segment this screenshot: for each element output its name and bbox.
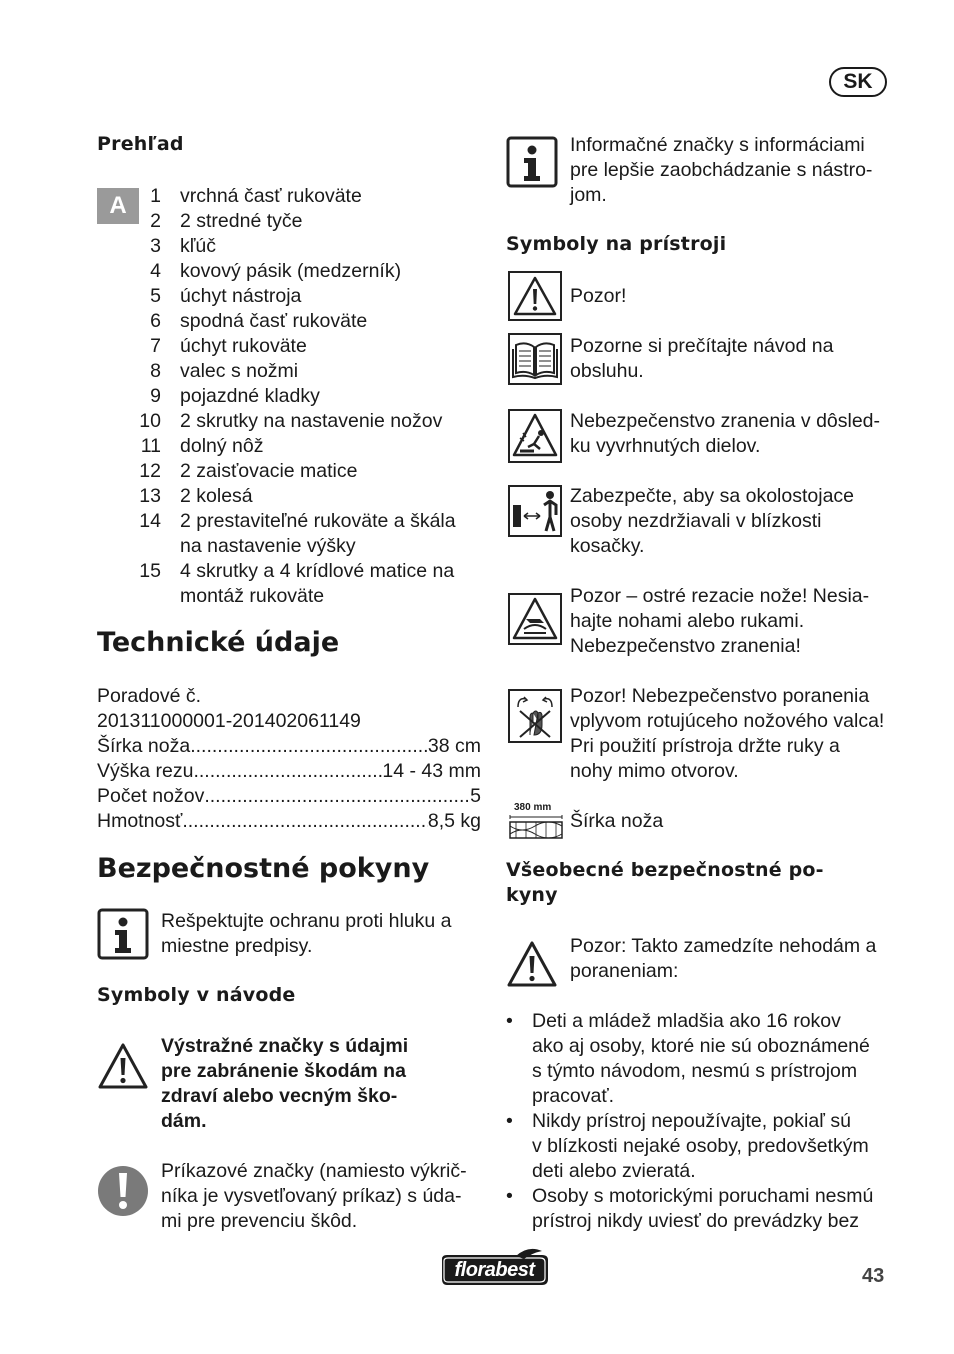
- warning-text-line: zdraví alebo vecným ško-: [161, 1085, 398, 1107]
- figure-badge: A: [97, 188, 139, 224]
- overview-item-text: 2 stredné tyče: [180, 210, 303, 232]
- manual-symbols-heading: Symboly v návode: [97, 984, 296, 1006]
- spec-leader: [190, 734, 428, 759]
- overview-item-text: kľúč: [180, 235, 217, 257]
- bullet-text-line: prístroj nikdy uviesť do prevádzky bez: [532, 1210, 860, 1232]
- spec-leader: [182, 809, 428, 834]
- info-icon: [97, 908, 149, 960]
- spec-row: [97, 809, 481, 834]
- overview-item-text: kovový pásik (medzerník): [180, 260, 402, 282]
- overview-item-text: vrchná časť rukoväte: [180, 185, 362, 207]
- overview-item-number: 9: [150, 385, 161, 407]
- symbol-text-line: Nebezpečenstvo zranenia v dôsled-: [570, 410, 881, 432]
- bullet-dot: •: [506, 1010, 513, 1032]
- overview-heading: Prehľad: [97, 133, 184, 155]
- serial-value: 201311000001-201402061149: [97, 710, 361, 732]
- symbol-text-line: Pozor – ostré rezacie nože! Nesia-: [570, 585, 870, 607]
- spec-leader: [193, 759, 382, 784]
- warning-triangle-icon: [97, 1042, 149, 1090]
- spec-row: [97, 734, 481, 759]
- symbol-text-line: osoby nezdržiavali v blízkosti: [570, 510, 822, 532]
- spec-row: [97, 759, 481, 784]
- symbol-text-line: Zabezpečte, aby sa okolostojace: [570, 485, 855, 507]
- command-icon: [97, 1165, 149, 1217]
- info-text-line: Informačné značky s informáciami: [570, 134, 865, 156]
- safety-info-line: miestne predpisy.: [161, 935, 313, 957]
- spec-label: Hmotnosť: [97, 810, 183, 832]
- warning-text-line: dám.: [161, 1110, 207, 1132]
- safety-info-line: Rešpektujte ochranu proti hluku a: [161, 910, 452, 932]
- bullet-text-line: deti alebo zvieratá.: [532, 1160, 696, 1182]
- serial-label: Poradové č.: [97, 685, 202, 707]
- bullet-dot: •: [506, 1110, 513, 1132]
- general-warning-line: Pozor: Takto zamedzíte nehodám a: [570, 935, 877, 957]
- overview-item-number: 5: [150, 285, 161, 307]
- info-icon: [506, 136, 558, 188]
- overview-item-text: pojazdné kladky: [180, 385, 320, 407]
- rotating-cylinder-icon: [508, 689, 562, 743]
- command-text-line: Príkazové značky (namiesto výkrič-: [161, 1160, 467, 1182]
- overview-item-number: 10: [139, 410, 161, 432]
- overview-item-number: 15: [139, 560, 161, 582]
- overview-item-number: 8: [150, 360, 161, 382]
- page-number: 43: [862, 1265, 885, 1287]
- overview-item-text: úchyt nástroja: [180, 285, 302, 307]
- thrown-objects-icon: [508, 409, 562, 463]
- symbol-text-line: hajte nohami alebo rukami.: [570, 610, 805, 632]
- bullet-text-line: Nikdy prístroj nepoužívajte, pokiaľ sú: [532, 1110, 851, 1132]
- symbol-text-line: vplyvom rotujúceho nožového valca!: [570, 710, 885, 732]
- overview-item-text: valec s nožmi: [180, 360, 299, 382]
- overview-item-text: spodná časť rukoväte: [180, 310, 368, 332]
- command-text-line: mi pre prevenciu škôd.: [161, 1210, 358, 1232]
- bullet-dot: •: [506, 1185, 513, 1207]
- symbol-text-line: Šírka noža: [570, 810, 664, 832]
- spec-row: [97, 784, 481, 809]
- overview-item-number: 7: [150, 335, 161, 357]
- symbol-text-line: Pozorne si prečítajte návod na: [570, 335, 834, 357]
- general-heading: Všeobecné bezpečnostné po-: [506, 859, 824, 881]
- overview-item-text: montáž rukoväte: [180, 585, 325, 607]
- overview-item-text: dolný nôž: [180, 435, 264, 457]
- symbol-text-line: kosačky.: [570, 535, 645, 557]
- overview-item-number: 11: [140, 435, 161, 457]
- overview-item-text: úchyt rukoväte: [180, 335, 307, 357]
- spec-label: Počet nožov: [97, 785, 205, 807]
- symbol-text-line: ku vyvrhnutých dielov.: [570, 435, 761, 457]
- spec-value: 38 cm: [427, 735, 481, 757]
- overview-item-text: 2 zaisťovacie matice: [180, 460, 358, 482]
- command-text-line: níka je vysvetľovaný príkaz) s úda-: [161, 1185, 462, 1207]
- symbol-text-line: obsluhu.: [570, 360, 644, 382]
- overview-item-text: 2 skrutky na nastavenie nožov: [180, 410, 443, 432]
- warning-triangle-icon: [508, 271, 562, 321]
- general-heading: kyny: [506, 884, 558, 906]
- symbol-text-line: Pozor!: [570, 285, 627, 307]
- safety-heading: Bezpečnostné pokyny: [97, 853, 430, 884]
- spec-value: 8,5 kg: [427, 810, 481, 832]
- spec-leader: [204, 784, 470, 809]
- overview-item-number: 4: [150, 260, 161, 282]
- read-manual-icon: [508, 333, 562, 385]
- keep-distance-icon: [508, 485, 562, 537]
- florabest-logo: [438, 1247, 552, 1289]
- overview-item-number: 12: [139, 460, 161, 482]
- overview-item-number: 3: [150, 235, 161, 257]
- warning-text-line: Výstražné značky s údajmi: [161, 1035, 409, 1057]
- overview-item-number: 1: [150, 185, 161, 207]
- spec-label: Šírka noža: [97, 735, 191, 757]
- device-symbols-heading: Symboly na prístroji: [506, 233, 727, 255]
- cutting-width-icon: [508, 803, 564, 843]
- overview-item-text: 4 skrutky a 4 krídlové matice na: [180, 560, 455, 582]
- logo-text: florabest: [454, 1259, 535, 1281]
- bullet-text-line: v blízkosti nejaké osoby, predovšetkým: [532, 1135, 869, 1157]
- general-warning-line: poraneniam:: [570, 960, 679, 982]
- spec-label: Výška rezu: [97, 760, 194, 782]
- bullet-text-line: s týmto návodom, nesmú s prístrojom: [532, 1060, 858, 1082]
- warning-triangle-icon: [506, 940, 558, 988]
- spec-value: 5: [470, 785, 481, 807]
- bullet-text-line: Deti a mládež mladšia ako 16 rokov: [532, 1010, 841, 1032]
- language-badge: SK: [829, 67, 887, 97]
- info-text-line: pre lepšie zaobchádzanie s nástro-: [570, 159, 873, 181]
- info-text-line: jom.: [570, 184, 607, 206]
- overview-item-number: 13: [139, 485, 161, 507]
- overview-item-number: 2: [150, 210, 161, 232]
- symbol-text-line: nohy mimo otvorov.: [570, 760, 739, 782]
- bullet-text-line: pracovať.: [532, 1085, 615, 1107]
- sharp-blades-icon: [508, 593, 562, 645]
- overview-item-number: 14: [139, 510, 161, 532]
- overview-item-number: 6: [150, 310, 161, 332]
- symbol-text-line: Pozor! Nebezpečenstvo poranenia: [570, 685, 870, 707]
- symbol-text-line: Pri použití prístroja držte ruky a: [570, 735, 840, 757]
- warning-text-line: pre zabránenie škodám na: [161, 1060, 406, 1082]
- overview-item-text: 2 prestaviteľné rukoväte a škála: [180, 510, 456, 532]
- overview-item-text: 2 kolesá: [180, 485, 253, 507]
- bullet-text-line: ako aj osoby, ktoré nie sú oboznámené: [532, 1035, 870, 1057]
- cutting-width-icon-label: 380 mm: [514, 802, 552, 813]
- spec-value: 14 - 43 mm: [382, 760, 481, 782]
- bullet-text-line: Osoby s motorickými poruchami nesmú: [532, 1185, 874, 1207]
- overview-item-text: na nastavenie výšky: [180, 535, 356, 557]
- symbol-text-line: Nebezpečenstvo zranenia!: [570, 635, 801, 657]
- technical-heading: Technické údaje: [97, 627, 340, 658]
